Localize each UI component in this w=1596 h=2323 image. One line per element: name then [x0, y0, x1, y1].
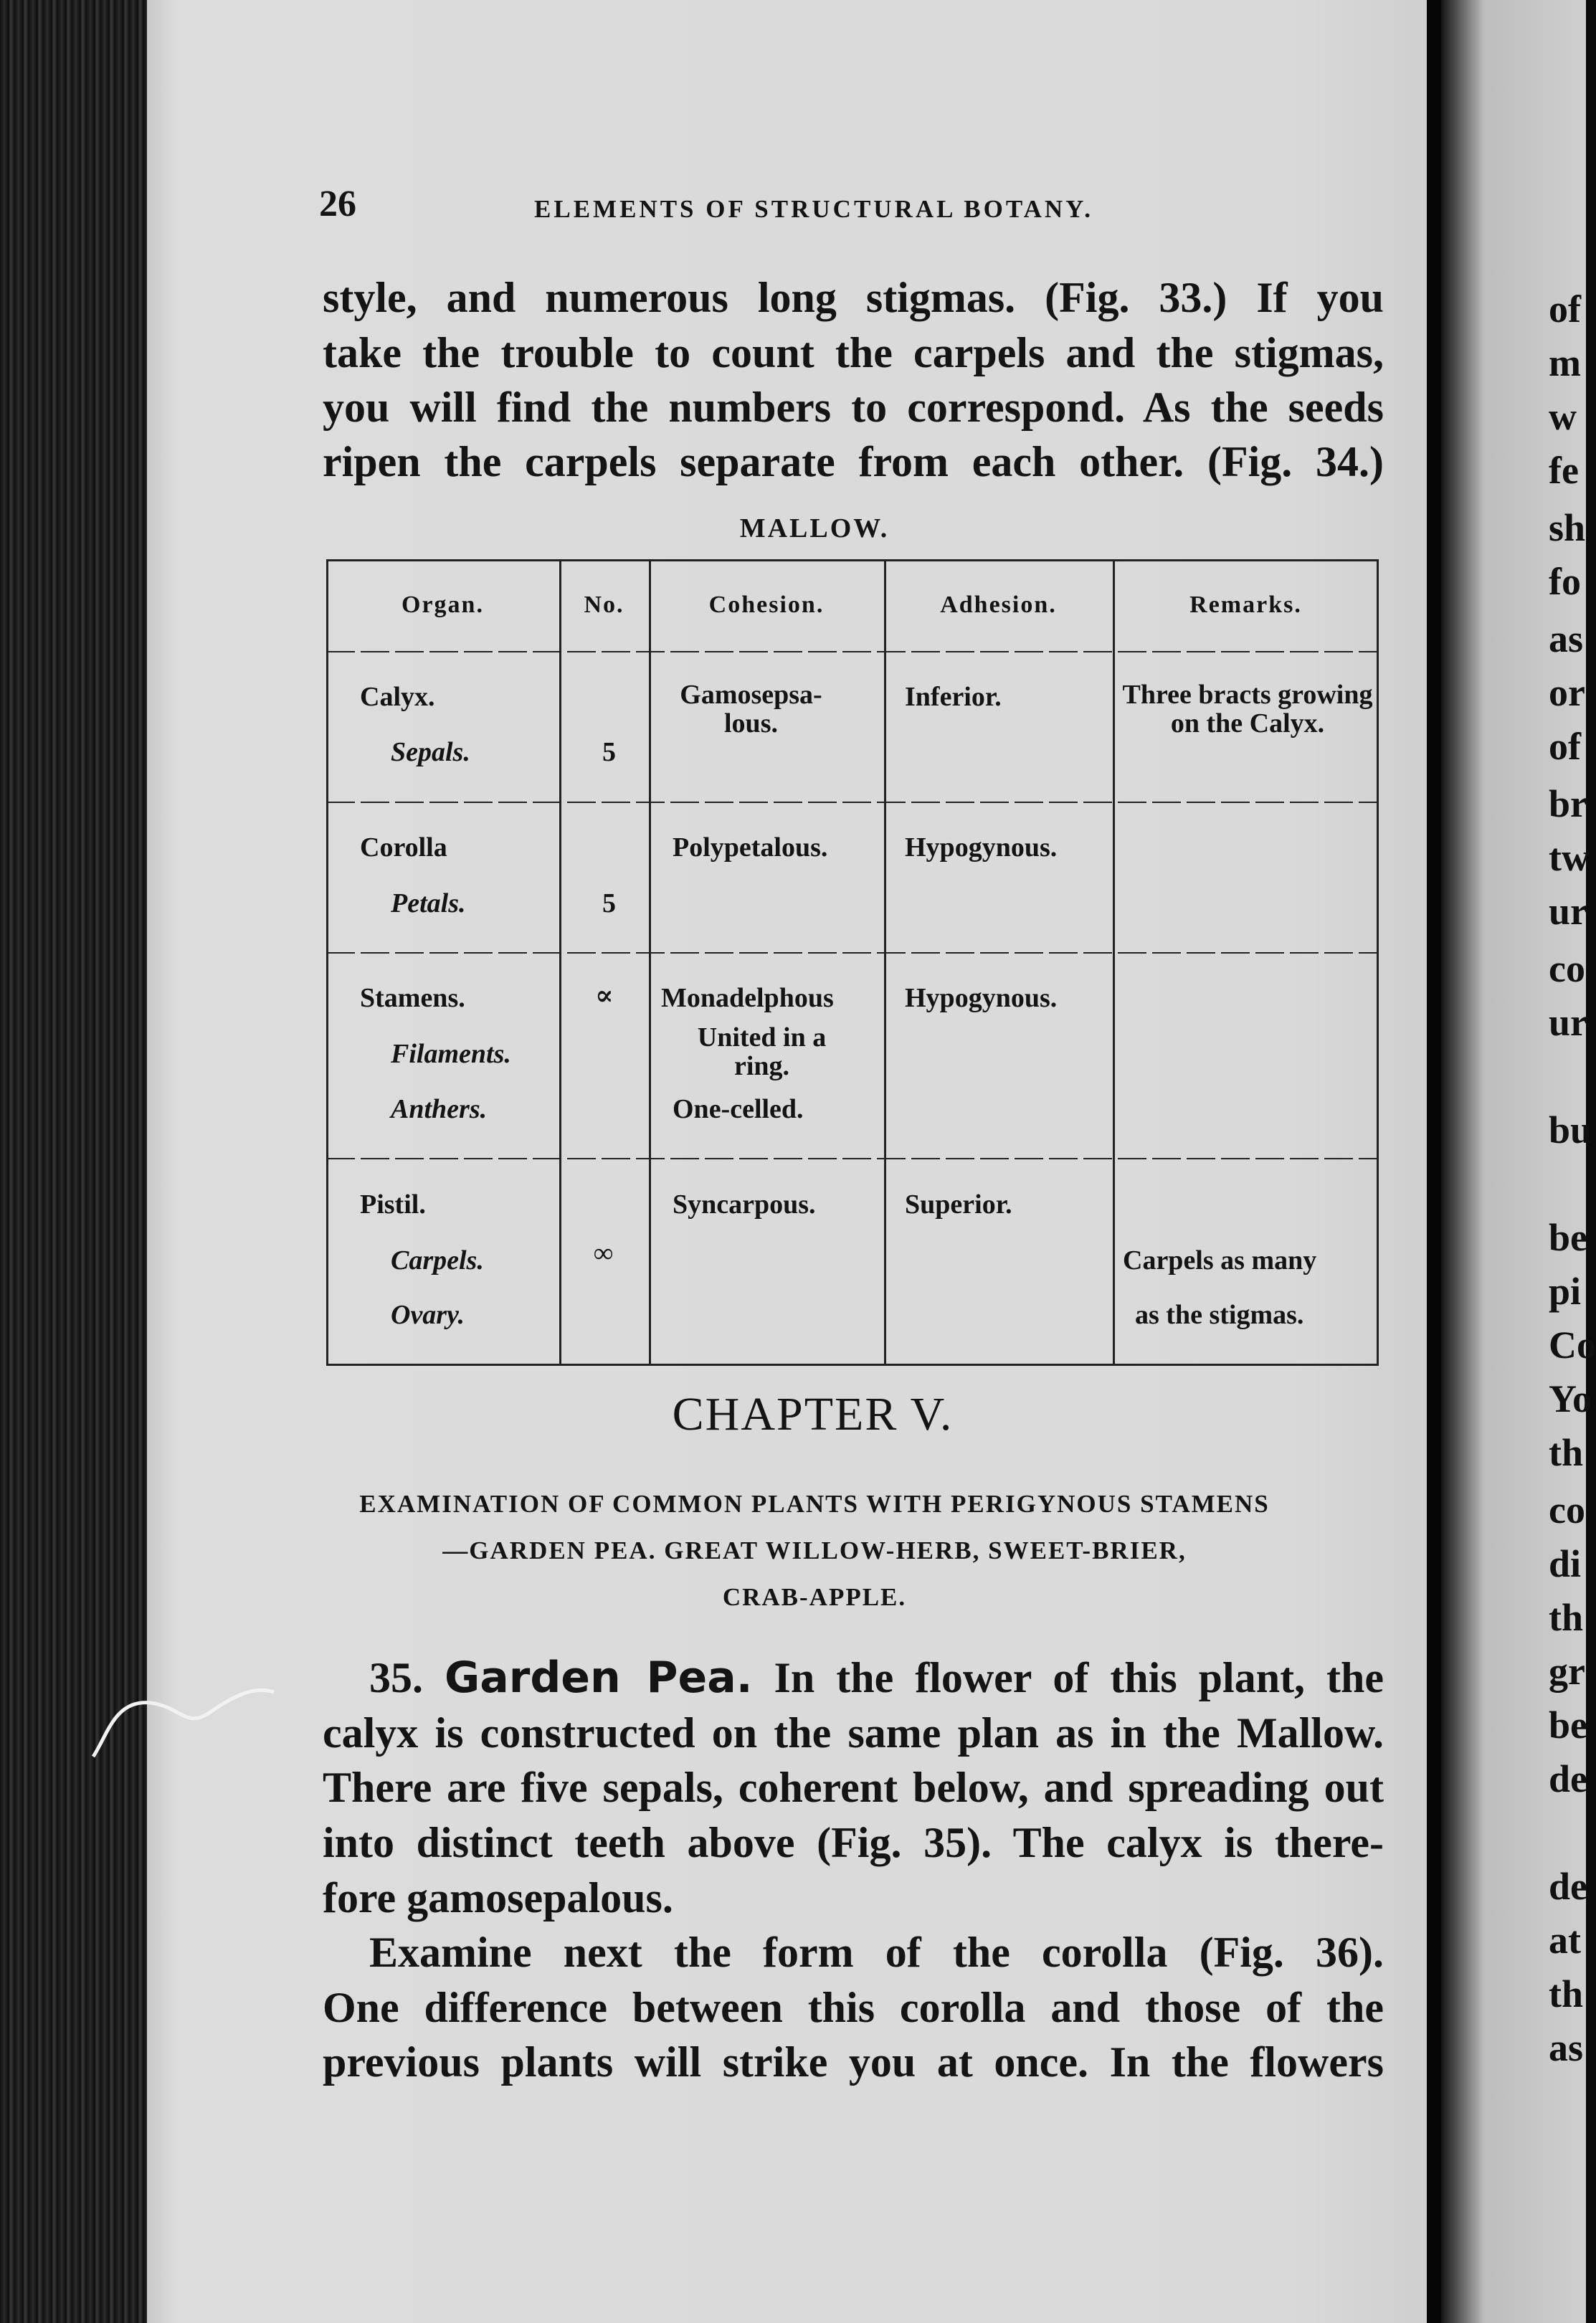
adjacent-page-fragment: fo	[1549, 560, 1581, 603]
body-text-line: you will find the numbers to correspond. As the seeds	[323, 384, 1384, 431]
adjacent-page	[1441, 0, 1596, 2323]
adjacent-page-fragment: be	[1549, 1704, 1587, 1747]
adjacent-page-fragment: w	[1549, 395, 1577, 438]
adjacent-page-fragment: th	[1549, 1972, 1584, 2015]
table-cell-organ: Corolla	[360, 832, 447, 863]
table-row-divider	[326, 1158, 1379, 1159]
table-cell-remarks: as the stigmas.	[1135, 1300, 1304, 1330]
table-cell-remarks: Three bracts growing on the Calyx.	[1122, 680, 1373, 738]
body-text-line: There are five sepals, coherent below, and spreading out	[323, 1764, 1384, 1811]
body-text-line: fore gamosepalous.	[323, 1874, 673, 1921]
adjacent-page-fragment: th	[1549, 1431, 1584, 1474]
adjacent-page-fragment: as	[1549, 617, 1584, 660]
table-cell-part: Carpels.	[391, 1245, 484, 1275]
table-cell-part: Filaments.	[391, 1039, 511, 1069]
table-cell-part: Petals.	[391, 888, 466, 918]
adjacent-page-fragment: di	[1549, 1542, 1582, 1585]
section-first-line	[369, 1653, 1384, 1703]
body-text-line: into distinct teeth above (Fig. 35). The calyx is there-	[323, 1819, 1384, 1866]
table-cell-number: 5	[602, 888, 616, 918]
table-cell-adhesion: Inferior.	[905, 682, 1002, 712]
chapter-subtitle-line: EXAMINATION OF COMMON PLANTS WITH PERIGYNOUS STAMENS	[359, 1490, 1270, 1518]
adjacent-page-fragment: bu	[1549, 1108, 1592, 1151]
adjacent-page-fragment: de	[1549, 1865, 1587, 1908]
table-header-no: No.	[584, 592, 624, 618]
chapter-subtitle-line: —GARDEN PEA. GREAT WILLOW-HERB, SWEET-BRIER,	[442, 1536, 1187, 1564]
table-title: MALLOW.	[739, 513, 890, 543]
table-column-divider	[884, 559, 886, 1366]
table-cell-part: Anthers.	[391, 1094, 488, 1124]
table-row-divider	[326, 802, 1379, 803]
adjacent-page-fragment: Co	[1549, 1324, 1596, 1367]
adjacent-page-fragment: gr	[1549, 1650, 1585, 1693]
table-header-remarks: Remarks.	[1189, 592, 1302, 618]
body-text-line: calyx is constructed on the same plan as in the Mallow.	[323, 1709, 1384, 1757]
chapter-subtitle-line: CRAB-APPLE.	[722, 1583, 907, 1611]
table-cell-adhesion: Hypogynous.	[905, 832, 1058, 863]
table-cell-number: ∞	[594, 1238, 614, 1268]
table-row-divider	[326, 651, 1379, 652]
adjacent-page-fragment: de	[1549, 1757, 1587, 1800]
chapter-title: CHAPTER V.	[672, 1388, 954, 1440]
adjacent-page-fragment: or	[1549, 671, 1585, 714]
table-cell-cohesion: Monadelphous	[661, 983, 834, 1013]
table-cell-cohesion: United in a ring.	[697, 1022, 827, 1081]
adjacent-page-fragment: of	[1549, 288, 1581, 331]
adjacent-page-fragment: sh	[1549, 506, 1586, 549]
table-cell-cohesion: Syncarpous.	[673, 1189, 816, 1220]
table-cell-remarks: Carpels as many	[1123, 1245, 1317, 1275]
table-cell-organ: Calyx.	[360, 682, 435, 712]
adjacent-page-fragment: be	[1549, 1216, 1587, 1259]
adjacent-page-fragment: br	[1549, 782, 1587, 825]
table-column-divider	[649, 559, 651, 1366]
adjacent-page-fragment: tw	[1549, 836, 1590, 879]
table-cell-part: Sepals.	[391, 737, 470, 767]
table-cell-adhesion: Hypogynous.	[905, 983, 1058, 1013]
body-text-line: take the trouble to count the carpels and the stigmas,	[323, 329, 1384, 376]
margin-pencil-mark	[86, 1671, 280, 1764]
table-cell-number: 5	[602, 737, 616, 767]
body-text-line: previous plants will strike you at once. In the flowers	[323, 2038, 1384, 2086]
table-cell-part: Ovary.	[391, 1300, 465, 1330]
body-text-line: Examine next the form of the corolla (Fig. 36).	[369, 1929, 1384, 1976]
adjacent-page-fragment: Yo	[1549, 1377, 1592, 1420]
table-column-divider	[559, 559, 561, 1366]
table-header-cohesion: Cohesion.	[708, 592, 825, 618]
section-heading: Garden Pea.	[445, 1653, 753, 1703]
body-text-line: ripen the carpels separate from each other. (Fig. 34.)	[323, 438, 1384, 485]
table-cell-adhesion: Superior.	[905, 1189, 1012, 1220]
table-cell-organ: Pistil.	[360, 1189, 426, 1220]
table-cell-organ: Stamens.	[360, 983, 465, 1013]
table-row-divider	[326, 952, 1379, 954]
book-fore-edge	[0, 0, 151, 2323]
table-column-divider	[1113, 559, 1115, 1366]
table-header-adhesion: Adhesion.	[940, 592, 1057, 618]
adjacent-page-fragment: as	[1549, 2026, 1584, 2069]
adjacent-page-fragment: m	[1549, 341, 1581, 384]
adjacent-page-fragment: co	[1549, 947, 1585, 990]
adjacent-page-fragment: at	[1549, 1919, 1581, 1962]
section-first-line-text: In the flower of this plant, the	[774, 1654, 1384, 1701]
table-cell-cohesion: One-celled.	[673, 1094, 804, 1124]
page-number: 26	[319, 184, 356, 224]
adjacent-page-fragment: ur	[1549, 1001, 1587, 1044]
table-cell-number: ∝	[595, 981, 614, 1011]
adjacent-page-fragment: fe	[1549, 449, 1579, 492]
body-text-line: style, and numerous long stigmas. (Fig. 33.) If you	[323, 274, 1384, 321]
adjacent-page-fragment: co	[1549, 1488, 1585, 1531]
table-header-organ: Organ.	[402, 592, 484, 618]
adjacent-page-fragment: th	[1549, 1596, 1584, 1639]
table-cell-cohesion: Gamosepsa-lous.	[680, 680, 822, 738]
adjacent-page-fragment: ur	[1549, 890, 1587, 933]
gutter-shadow	[1427, 0, 1441, 2323]
body-text-line: One difference between this corolla and those of the	[323, 1984, 1384, 2031]
adjacent-page-fragment: of	[1549, 725, 1581, 768]
table-cell-cohesion: Polypetalous.	[673, 832, 828, 863]
section-number: 35.	[369, 1654, 423, 1701]
running-head: ELEMENTS OF STRUCTURAL BOTANY.	[534, 195, 1093, 223]
adjacent-page-fragment: pi	[1549, 1270, 1582, 1313]
